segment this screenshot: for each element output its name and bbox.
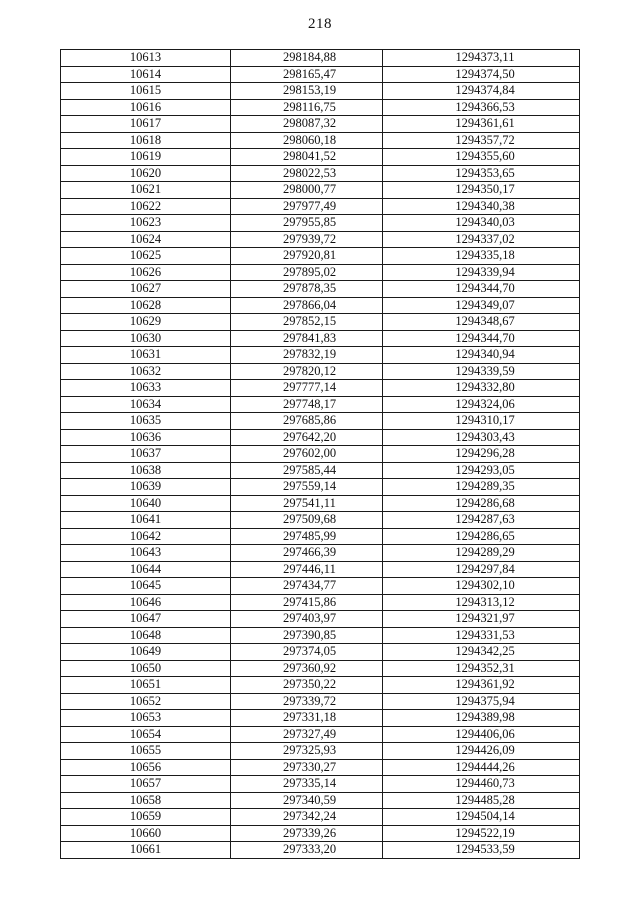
x-coordinate-cell: 297339,72 <box>231 693 383 710</box>
table-row <box>61 215 580 232</box>
table-row <box>61 297 580 314</box>
y-coordinate-cell: 1294522,19 <box>383 825 580 842</box>
x-coordinate-cell: 298041,52 <box>231 149 383 166</box>
y-coordinate-cell: 1294293,05 <box>383 462 580 479</box>
table-row <box>61 396 580 413</box>
coordinates-table-body <box>61 50 580 859</box>
point-number-cell: 10653 <box>61 710 231 727</box>
table-row <box>61 611 580 628</box>
y-coordinate-cell: 1294286,68 <box>383 495 580 512</box>
x-coordinate-cell: 298000,77 <box>231 182 383 199</box>
point-number-cell: 10627 <box>61 281 231 298</box>
x-coordinate-cell: 297325,93 <box>231 743 383 760</box>
x-coordinate-cell: 297748,17 <box>231 396 383 413</box>
x-coordinate-cell: 297832,19 <box>231 347 383 364</box>
table-row <box>61 528 580 545</box>
point-number-cell: 10622 <box>61 198 231 215</box>
x-coordinate-cell: 298022,53 <box>231 165 383 182</box>
table-row <box>61 83 580 100</box>
point-number-cell: 10632 <box>61 363 231 380</box>
x-coordinate-cell: 297340,59 <box>231 792 383 809</box>
table-row <box>61 627 580 644</box>
point-number-cell: 10613 <box>61 50 231 67</box>
point-number-cell: 10659 <box>61 809 231 826</box>
y-coordinate-cell: 1294302,10 <box>383 578 580 595</box>
table-row <box>61 462 580 479</box>
x-coordinate-cell: 297541,11 <box>231 495 383 512</box>
x-coordinate-cell: 297955,85 <box>231 215 383 232</box>
x-coordinate-cell: 298087,32 <box>231 116 383 133</box>
point-number-cell: 10645 <box>61 578 231 595</box>
table-row <box>61 231 580 248</box>
table-row <box>61 347 580 364</box>
x-coordinate-cell: 297920,81 <box>231 248 383 265</box>
x-coordinate-cell: 297403,97 <box>231 611 383 628</box>
table-row <box>61 825 580 842</box>
y-coordinate-cell: 1294310,17 <box>383 413 580 430</box>
table-row <box>61 495 580 512</box>
x-coordinate-cell: 297602,00 <box>231 446 383 463</box>
x-coordinate-cell: 297585,44 <box>231 462 383 479</box>
y-coordinate-cell: 1294348,67 <box>383 314 580 331</box>
table-row <box>61 842 580 859</box>
x-coordinate-cell: 297327,49 <box>231 726 383 743</box>
x-coordinate-cell: 297895,02 <box>231 264 383 281</box>
table-row <box>61 248 580 265</box>
x-coordinate-cell: 297878,35 <box>231 281 383 298</box>
x-coordinate-cell: 297374,05 <box>231 644 383 661</box>
x-coordinate-cell: 298060,18 <box>231 132 383 149</box>
y-coordinate-cell: 1294375,94 <box>383 693 580 710</box>
point-number-cell: 10654 <box>61 726 231 743</box>
table-row <box>61 198 580 215</box>
table-row <box>61 132 580 149</box>
table-row <box>61 165 580 182</box>
table-row <box>61 429 580 446</box>
table-row <box>61 363 580 380</box>
table-row <box>61 594 580 611</box>
point-number-cell: 10649 <box>61 644 231 661</box>
y-coordinate-cell: 1294289,29 <box>383 545 580 562</box>
x-coordinate-cell: 297820,12 <box>231 363 383 380</box>
x-coordinate-cell: 297331,18 <box>231 710 383 727</box>
y-coordinate-cell: 1294287,63 <box>383 512 580 529</box>
point-number-cell: 10620 <box>61 165 231 182</box>
y-coordinate-cell: 1294344,70 <box>383 330 580 347</box>
point-number-cell: 10628 <box>61 297 231 314</box>
y-coordinate-cell: 1294331,53 <box>383 627 580 644</box>
table-row <box>61 561 580 578</box>
x-coordinate-cell: 297977,49 <box>231 198 383 215</box>
point-number-cell: 10660 <box>61 825 231 842</box>
x-coordinate-cell: 297841,83 <box>231 330 383 347</box>
x-coordinate-cell: 297509,68 <box>231 512 383 529</box>
page-number: 218 <box>308 16 332 32</box>
coordinates-table <box>60 49 580 859</box>
point-number-cell: 10661 <box>61 842 231 859</box>
table-row <box>61 644 580 661</box>
y-coordinate-cell: 1294374,50 <box>383 66 580 83</box>
point-number-cell: 10648 <box>61 627 231 644</box>
x-coordinate-cell: 297360,92 <box>231 660 383 677</box>
point-number-cell: 10623 <box>61 215 231 232</box>
x-coordinate-cell: 297390,85 <box>231 627 383 644</box>
point-number-cell: 10621 <box>61 182 231 199</box>
y-coordinate-cell: 1294296,28 <box>383 446 580 463</box>
y-coordinate-cell: 1294350,17 <box>383 182 580 199</box>
x-coordinate-cell: 297939,72 <box>231 231 383 248</box>
x-coordinate-cell: 297350,22 <box>231 677 383 694</box>
y-coordinate-cell: 1294339,59 <box>383 363 580 380</box>
table-row <box>61 330 580 347</box>
table-row <box>61 413 580 430</box>
y-coordinate-cell: 1294286,65 <box>383 528 580 545</box>
y-coordinate-cell: 1294374,84 <box>383 83 580 100</box>
point-number-cell: 10636 <box>61 429 231 446</box>
table-row <box>61 710 580 727</box>
point-number-cell: 10629 <box>61 314 231 331</box>
point-number-cell: 10639 <box>61 479 231 496</box>
table-row <box>61 264 580 281</box>
point-number-cell: 10625 <box>61 248 231 265</box>
y-coordinate-cell: 1294303,43 <box>383 429 580 446</box>
y-coordinate-cell: 1294340,94 <box>383 347 580 364</box>
point-number-cell: 10644 <box>61 561 231 578</box>
x-coordinate-cell: 297415,86 <box>231 594 383 611</box>
y-coordinate-cell: 1294324,06 <box>383 396 580 413</box>
x-coordinate-cell: 297333,20 <box>231 842 383 859</box>
point-number-cell: 10626 <box>61 264 231 281</box>
table-row <box>61 281 580 298</box>
y-coordinate-cell: 1294485,28 <box>383 792 580 809</box>
x-coordinate-cell: 297342,24 <box>231 809 383 826</box>
y-coordinate-cell: 1294332,80 <box>383 380 580 397</box>
x-coordinate-cell: 297642,20 <box>231 429 383 446</box>
table-row <box>61 479 580 496</box>
y-coordinate-cell: 1294344,70 <box>383 281 580 298</box>
point-number-cell: 10642 <box>61 528 231 545</box>
table-row <box>61 677 580 694</box>
y-coordinate-cell: 1294373,11 <box>383 50 580 67</box>
y-coordinate-cell: 1294389,98 <box>383 710 580 727</box>
x-coordinate-cell: 297335,14 <box>231 776 383 793</box>
y-coordinate-cell: 1294533,59 <box>383 842 580 859</box>
point-number-cell: 10615 <box>61 83 231 100</box>
point-number-cell: 10617 <box>61 116 231 133</box>
table-row <box>61 149 580 166</box>
y-coordinate-cell: 1294352,31 <box>383 660 580 677</box>
x-coordinate-cell: 297339,26 <box>231 825 383 842</box>
point-number-cell: 10616 <box>61 99 231 116</box>
table-row <box>61 182 580 199</box>
point-number-cell: 10614 <box>61 66 231 83</box>
point-number-cell: 10638 <box>61 462 231 479</box>
point-number-cell: 10637 <box>61 446 231 463</box>
x-coordinate-cell: 297434,77 <box>231 578 383 595</box>
x-coordinate-cell: 297852,15 <box>231 314 383 331</box>
x-coordinate-cell: 298184,88 <box>231 50 383 67</box>
point-number-cell: 10641 <box>61 512 231 529</box>
table-row <box>61 66 580 83</box>
y-coordinate-cell: 1294337,02 <box>383 231 580 248</box>
point-number-cell: 10643 <box>61 545 231 562</box>
point-number-cell: 10647 <box>61 611 231 628</box>
point-number-cell: 10656 <box>61 759 231 776</box>
x-coordinate-cell: 298116,75 <box>231 99 383 116</box>
point-number-cell: 10630 <box>61 330 231 347</box>
point-number-cell: 10658 <box>61 792 231 809</box>
table-row <box>61 726 580 743</box>
y-coordinate-cell: 1294340,38 <box>383 198 580 215</box>
table-row <box>61 578 580 595</box>
x-coordinate-cell: 298153,19 <box>231 83 383 100</box>
point-number-cell: 10652 <box>61 693 231 710</box>
table-row <box>61 314 580 331</box>
y-coordinate-cell: 1294366,53 <box>383 99 580 116</box>
point-number-cell: 10619 <box>61 149 231 166</box>
point-number-cell: 10624 <box>61 231 231 248</box>
x-coordinate-cell: 297485,99 <box>231 528 383 545</box>
y-coordinate-cell: 1294460,73 <box>383 776 580 793</box>
y-coordinate-cell: 1294335,18 <box>383 248 580 265</box>
y-coordinate-cell: 1294339,94 <box>383 264 580 281</box>
y-coordinate-cell: 1294340,03 <box>383 215 580 232</box>
table-row <box>61 99 580 116</box>
table-row <box>61 446 580 463</box>
table-row <box>61 809 580 826</box>
y-coordinate-cell: 1294349,07 <box>383 297 580 314</box>
x-coordinate-cell: 297866,04 <box>231 297 383 314</box>
x-coordinate-cell: 298165,47 <box>231 66 383 83</box>
y-coordinate-cell: 1294357,72 <box>383 132 580 149</box>
y-coordinate-cell: 1294361,61 <box>383 116 580 133</box>
table-row <box>61 792 580 809</box>
point-number-cell: 10635 <box>61 413 231 430</box>
y-coordinate-cell: 1294426,09 <box>383 743 580 760</box>
point-number-cell: 10618 <box>61 132 231 149</box>
point-number-cell: 10634 <box>61 396 231 413</box>
y-coordinate-cell: 1294321,97 <box>383 611 580 628</box>
point-number-cell: 10650 <box>61 660 231 677</box>
y-coordinate-cell: 1294355,60 <box>383 149 580 166</box>
table-row <box>61 116 580 133</box>
point-number-cell: 10657 <box>61 776 231 793</box>
y-coordinate-cell: 1294444,26 <box>383 759 580 776</box>
y-coordinate-cell: 1294313,12 <box>383 594 580 611</box>
y-coordinate-cell: 1294353,65 <box>383 165 580 182</box>
table-row <box>61 759 580 776</box>
point-number-cell: 10631 <box>61 347 231 364</box>
point-number-cell: 10655 <box>61 743 231 760</box>
table-row <box>61 512 580 529</box>
x-coordinate-cell: 297466,39 <box>231 545 383 562</box>
x-coordinate-cell: 297777,14 <box>231 380 383 397</box>
y-coordinate-cell: 1294297,84 <box>383 561 580 578</box>
y-coordinate-cell: 1294406,06 <box>383 726 580 743</box>
point-number-cell: 10651 <box>61 677 231 694</box>
x-coordinate-cell: 297330,27 <box>231 759 383 776</box>
table-row <box>61 380 580 397</box>
table-row <box>61 545 580 562</box>
table-row <box>61 50 580 67</box>
table-row <box>61 693 580 710</box>
y-coordinate-cell: 1294361,92 <box>383 677 580 694</box>
table-row <box>61 776 580 793</box>
x-coordinate-cell: 297559,14 <box>231 479 383 496</box>
point-number-cell: 10640 <box>61 495 231 512</box>
y-coordinate-cell: 1294289,35 <box>383 479 580 496</box>
table-row <box>61 660 580 677</box>
point-number-cell: 10646 <box>61 594 231 611</box>
x-coordinate-cell: 297685,86 <box>231 413 383 430</box>
point-number-cell: 10633 <box>61 380 231 397</box>
y-coordinate-cell: 1294342,25 <box>383 644 580 661</box>
y-coordinate-cell: 1294504,14 <box>383 809 580 826</box>
x-coordinate-cell: 297446,11 <box>231 561 383 578</box>
table-row <box>61 743 580 760</box>
